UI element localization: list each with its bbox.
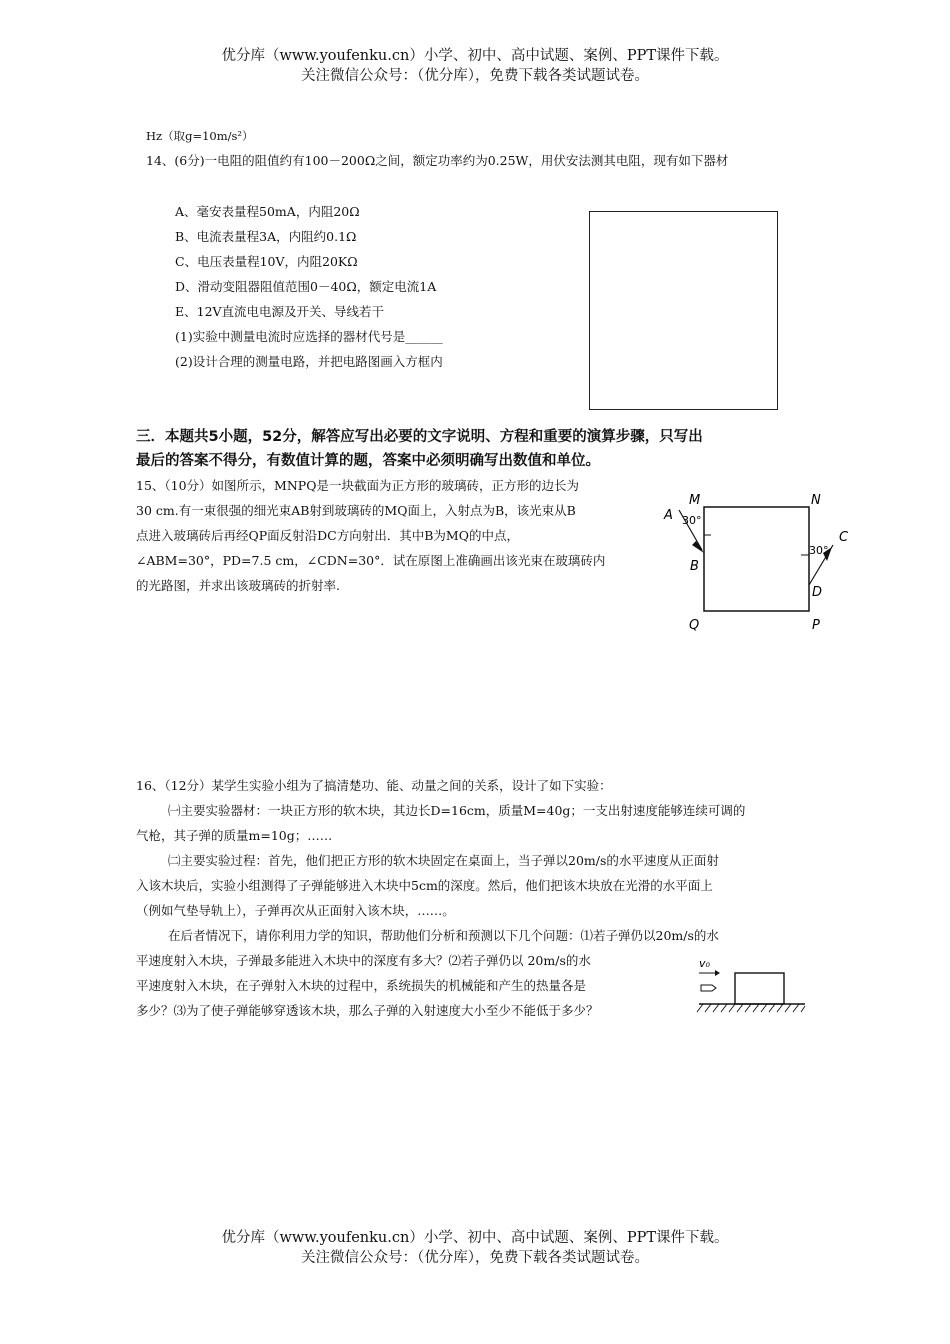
q15-line-2: 30 cm.有一束很强的细光束AB射到玻璃砖的MQ面上，入射点为B，该光束从B xyxy=(136,503,576,518)
footer-line-2: 关注微信公众号：（优分库），免费下载各类试题试卷。 xyxy=(301,1250,649,1266)
q16-line-5: 入该木块后，实验小组测得了子弹能够进入木块中5cm的深度。然后，他们把该木块放在光滑的水平面上 xyxy=(136,878,713,893)
angle-label-left: 30° xyxy=(682,514,702,527)
circuit-answer-box xyxy=(589,211,778,410)
label-n: N xyxy=(811,493,821,508)
q14-stem: 14、(6分)一电阻的阻值约有100－200Ω之间，额定功率约为0.25W，用伏安法测其电阻，现有如下器材 xyxy=(146,153,729,168)
q14-option-e: E、12V直流电电源及开关、导线若干 xyxy=(175,304,385,319)
angle-label-right: 30° xyxy=(809,544,829,557)
q16-line-4: ㈡主要实验过程：首先，他们把正方形的软木块固定在桌面上，当子弹以20m/s的水平速度从正面射 xyxy=(168,853,719,868)
q14-option-c: C、电压表量程10V，内阻20KΩ xyxy=(175,254,358,269)
v0-label: v₀ xyxy=(699,957,710,970)
footer-line-1: 优分库（www.youfenku.cn）小学、初中、高中试题、案例、PPT课件下载。 xyxy=(221,1230,729,1246)
label-a: A xyxy=(664,508,673,523)
label-p: P xyxy=(812,618,820,633)
bullet-block-figure xyxy=(695,953,810,1021)
q14-option-b: B、电流表量程3A，内阻约0.1Ω xyxy=(175,229,357,244)
q15-line-4: ∠ABM=30°，PD=7.5 cm，∠CDN=30°．试在原图上准确画出该光束在玻璃砖内 xyxy=(136,553,606,568)
label-b: B xyxy=(690,559,699,574)
q16-line-3: 气枪，其子弹的质量m=10g；…… xyxy=(136,828,333,843)
glass-brick-figure xyxy=(655,485,860,635)
q16-line-10: 多少？⑶为了使子弹能够穿透该木块，那么子弹的入射速度大小至少不能低于多少？ xyxy=(136,1003,599,1018)
q16-line-9: 平速度射入木块，在子弹射入木块的过程中，系统损失的机械能和产生的热量各是 xyxy=(136,978,587,993)
section3-instruction-line-1: 三．本题共5小题，52分，解答应写出必要的文字说明、方程和重要的演算步骤，只写出 xyxy=(136,429,703,445)
label-m: M xyxy=(689,493,701,508)
section3-instruction-line-2: 最后的答案不得分，有数值计算的题，答案中必须明确写出数值和单位。 xyxy=(136,453,600,469)
q14-option-d: D、滑动变阻器阻值范围0－40Ω，额定电流1A xyxy=(175,279,437,294)
q15-line-5: 的光路图，并求出该玻璃砖的折射率. xyxy=(136,578,340,593)
velocity-arrow-icon xyxy=(715,970,720,976)
header-line-1: 优分库（www.youfenku.cn）小学、初中、高中试题、案例、PPT课件下载。 xyxy=(221,48,729,64)
q13-tail: Hz（取g=10m/s²） xyxy=(146,129,254,143)
label-c: C xyxy=(839,530,849,545)
q15-line-1: 15、（10分）如图所示，MNPQ是一块截面为正方形的玻璃砖，正方形的边长为 xyxy=(136,478,579,493)
q16-line-6: （例如气垫导轨上），子弹再次从正面射入该木块，……。 xyxy=(136,903,455,918)
q14-subq-2: (2)设计合理的测量电路，并把电路图画入方框内 xyxy=(175,354,443,369)
glass-square xyxy=(704,507,809,611)
label-q: Q xyxy=(689,618,700,633)
q16-line-7: 在后者情况下，请你利用力学的知识，帮助他们分析和预测以下几个问题：⑴若子弹仍以20m/s的水 xyxy=(168,928,719,943)
header-line-2: 关注微信公众号：（优分库），免费下载各类试题试卷。 xyxy=(301,68,649,84)
wooden-block xyxy=(735,973,784,1004)
q16-line-2: ㈠主要实验器材：一块正方形的软木块，其边长D=16cm，质量M=40g；一支出射速度能够连续可调的 xyxy=(168,803,746,818)
q14-option-a: A、毫安表量程50mA，内阻20Ω xyxy=(175,204,360,219)
q15-line-3: 点进入玻璃砖后再经QP面反射沿DC方向射出．其中B为MQ的中点， xyxy=(136,528,519,543)
bullet-icon xyxy=(701,985,716,991)
q14-subq-1: (1)实验中测量电流时应选择的器材代号是______ xyxy=(175,329,443,344)
q16-line-8: 平速度射入木块，子弹最多能进入木块中的深度有多大？⑵若子弹仍以 20m/s的水 xyxy=(136,953,591,968)
label-d: D xyxy=(812,585,823,600)
q16-line-1: 16、（12分）某学生实验小组为了搞清楚功、能、动量之间的关系，设计了如下实验： xyxy=(136,778,612,793)
